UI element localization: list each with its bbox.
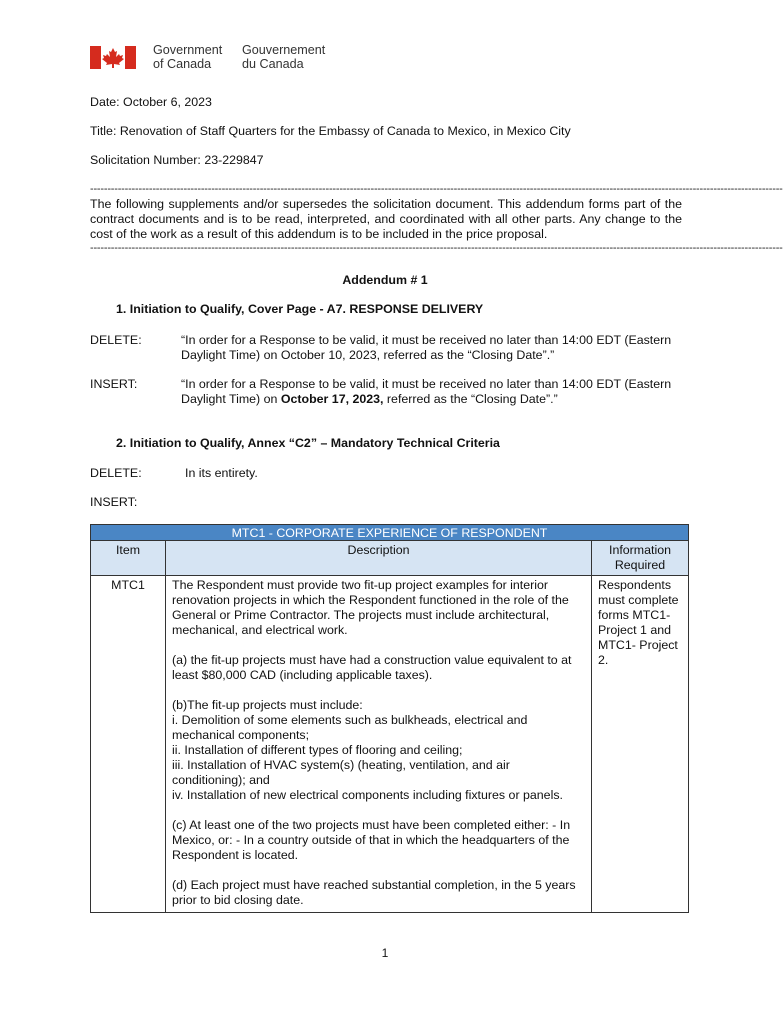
desc-p3-line1: (b)The fit-up projects must include: — [172, 698, 363, 712]
maple-leaf-icon — [102, 48, 124, 68]
desc-p3-line4: iii. Installation of HVAC system(s) (heating, ventilation, and air conditioning); and — [172, 758, 510, 787]
row-item: MTC1 — [91, 576, 166, 913]
gov-en-line1: Government — [153, 43, 223, 57]
mtc1-table — [90, 524, 689, 913]
col-header-item: Item — [91, 541, 166, 576]
item1-heading: 1. Initiation to Qualify, Cover Page - A7. RESPONSE DELIVERY — [116, 302, 484, 316]
separator-top: -------------------------------------------------------------------------------------------------------------------------------------------------------------------------------------------------------- — [90, 183, 783, 195]
solicitation-number: Solicitation Number: 23-229847 — [90, 153, 264, 167]
gov-en-line2: of Canada — [153, 57, 212, 71]
item2-delete-text: In its entirety. — [185, 466, 258, 480]
item1-insert-label: INSERT: — [90, 377, 138, 391]
desc-p3-line3: ii. Installation of different types of flooring and ceiling; — [172, 743, 463, 757]
government-of-canada-wordmark — [153, 43, 222, 71]
separator-bottom: -------------------------------------------------------------------------------------------------------------------------------------------------------------------------------------------------------- — [90, 242, 783, 254]
gouvernement-du-canada-wordmark — [242, 43, 325, 71]
row-information-required: Respondents must complete forms MTC1-Project 1 and MTC1- Project 2. — [592, 576, 689, 913]
document-date: Date: October 6, 2023 — [90, 95, 212, 109]
row-description — [166, 576, 592, 913]
table-row — [91, 576, 689, 913]
item1-delete-label: DELETE: — [90, 333, 142, 347]
gov-fr-line2: du Canada — [242, 57, 304, 71]
desc-paragraph-5: (d) Each project must have reached substantial completion, in the 5 years prior to bid closing date. — [172, 878, 576, 907]
item1-insert-text — [181, 377, 691, 407]
desc-paragraph-3 — [172, 698, 585, 803]
desc-paragraph-2: (a) the fit-up projects must have had a construction value equivalent to at least $80,000 CAD (including applicable taxes). — [172, 653, 572, 682]
item1-delete-text: “In order for a Response to be valid, it must be received no later than 14:00 EDT (Eastern Daylight Time) on October 10, 2023, referred as the “Closing Date”.” — [181, 333, 672, 362]
document-title: Title: Renovation of Staff Quarters for the Embassy of Canada to Mexico, in Mexico City — [90, 124, 571, 138]
table-title: MTC1 - CORPORATE EXPERIENCE OF RESPONDENT — [91, 525, 689, 541]
desc-p3-line2: i. Demolition of some elements such as bulkheads, electrical and mechanical components; — [172, 713, 528, 742]
gov-fr-line1: Gouvernement — [242, 43, 326, 57]
item2-insert-label: INSERT: — [90, 495, 138, 509]
item1-insert-text-a: “In order for a Response to be valid, it must be received no later than 14:00 EDT (Eastern Daylight Time) on — [181, 377, 672, 406]
desc-p3-line5: iv. Installation of new electrical components including fixtures or panels. — [172, 788, 563, 802]
addendum-title: Addendum # 1 — [342, 273, 428, 287]
item2-heading: 2. Initiation to Qualify, Annex “C2” – Mandatory Technical Criteria — [116, 436, 500, 450]
item2-delete-label: DELETE: — [90, 466, 142, 480]
item1-insert-text-b: referred as the “Closing Date”.” — [383, 392, 558, 406]
canada-flag-logo — [90, 46, 136, 69]
col-header-information-required: Information Required — [592, 541, 689, 576]
col-header-description: Description — [166, 541, 592, 576]
desc-paragraph-4: (c) At least one of the two projects must have been completed either: - In Mexico, or: - In a country outside of that in which the headquarters of the Respondent is located. — [172, 818, 571, 862]
page-number: 1 — [381, 946, 389, 960]
item1-insert-closing-date: October 17, 2023, — [280, 392, 384, 406]
addendum-notice: The following supplements and/or supersedes the solicitation document. This addendum forms part of the contract documents and is to be read, interpreted, and coordinated with all other parts. Any change to the cost of the work as a result of this addendum is to be included in the price proposal. — [90, 197, 682, 241]
desc-paragraph-1: The Respondent must provide two fit-up project examples for interior renovation projects in which the Respondent functioned in the role of the General or Prime Contractor. The projects must include architectural, mechanical, and electrical work. — [172, 578, 569, 637]
